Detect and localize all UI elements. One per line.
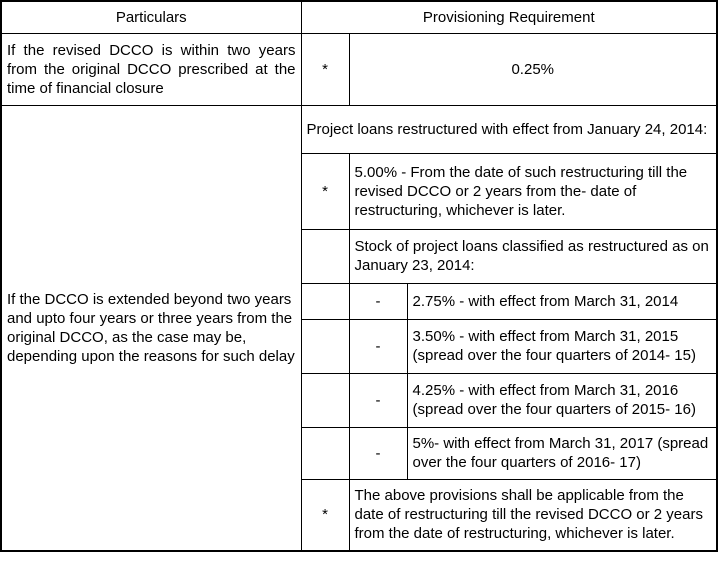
restructured-intro-cell: Project loans restructured with effect from January 24, 2014: xyxy=(301,105,717,153)
header-particulars-cell: Particulars xyxy=(1,1,301,33)
row1-value-cell: 0.25% xyxy=(349,33,717,105)
stock-text-cell: 4.25% - with effect from March 31, 2016 (spread over the four quarters of 2015- 16) xyxy=(407,373,717,427)
header-provisioning-cell: Provisioning Requirement xyxy=(301,1,717,33)
note-marker-cell: * xyxy=(301,479,349,551)
stock-empty-cell xyxy=(301,283,349,319)
note-text-cell: The above provisions shall be applicable from the date of restructuring till the revised DCCO or 2 years from the date of restructuring, whichever is later. xyxy=(349,479,717,551)
row2-particulars-cell: If the DCCO is extended beyond two years and upto four years or three years from the original DCCO, as the case may be, depending upon the reasons for such delay xyxy=(1,105,301,551)
stock-text-cell: 5%- with effect from March 31, 2017 (spread over the four quarters of 2016- 17) xyxy=(407,427,717,479)
table-header-row xyxy=(1,1,717,33)
stock-dash-cell: - xyxy=(349,427,407,479)
stock-intro-empty-cell xyxy=(301,229,349,283)
row1-particulars-cell: If the revised DCCO is within two years from the original DCCO prescribed at the time of financial closure xyxy=(1,33,301,105)
stock-empty-cell xyxy=(301,319,349,373)
row-revised-dcco xyxy=(1,33,717,105)
stock-dash-cell: - xyxy=(349,283,407,319)
item-marker-cell: * xyxy=(301,153,349,229)
stock-empty-cell xyxy=(301,373,349,427)
stock-dash-cell: - xyxy=(349,319,407,373)
item-text-cell: 5.00% - From the date of such restructuring till the revised DCCO or 2 years from the- date of restructuring, whichever is later. xyxy=(349,153,717,229)
stock-dash-cell: - xyxy=(349,373,407,427)
row-restructured-intro xyxy=(1,105,717,153)
stock-empty-cell xyxy=(301,427,349,479)
stock-text-cell: 3.50% - with effect from March 31, 2015 (spread over the four quarters of 2014- 15) xyxy=(407,319,717,373)
stock-intro-cell: Stock of project loans classified as restructured as on January 23, 2014: xyxy=(349,229,717,283)
row1-marker-cell: * xyxy=(301,33,349,105)
stock-text-cell: 2.75% - with effect from March 31, 2014 xyxy=(407,283,717,319)
